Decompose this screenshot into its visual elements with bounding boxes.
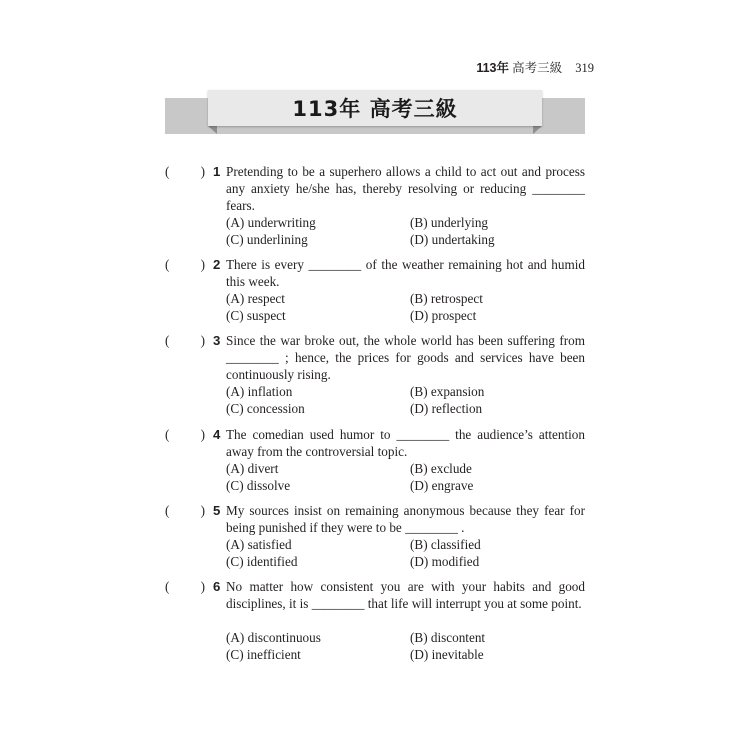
option-c: (C) inefficient [226,647,301,662]
header-year: 113年 [476,61,509,75]
option-c: (C) underlining [226,232,308,247]
option-d: (D) prospect [410,308,477,323]
answer-paren-close: ) [200,257,205,272]
option-b: (B) classified [410,537,481,552]
option-a: (A) discontinuous [226,630,321,645]
option-c: (C) dissolve [226,478,291,493]
question-number: 3 [213,333,221,348]
option-b: (B) underlying [410,215,489,230]
option-c: (C) concession [226,401,305,416]
question-stem: Since the war broke out, the whole world has been suffering from ________ ; hence, the prices for goods and services have been continuously rising. [226,333,585,382]
answer-blank [165,332,205,349]
answer-blank [165,502,205,519]
option-d: (D) modified [410,554,480,569]
option-a: (A) inflation [226,384,293,399]
question-number: 1 [213,164,221,179]
option-c: (C) suspect [226,308,286,323]
option-d: (D) engrave [410,478,474,493]
question-stem: Pretending to be a superhero allows a child to act out and process any anxiety he/she has, thereby resolving or reducing ________ fears. [226,164,585,213]
page-title: 113年 高考三級 [292,97,458,121]
question-number: 5 [213,503,221,518]
answer-paren-open: ( [165,164,170,179]
option-c: (C) identified [226,554,298,569]
option-b: (B) retrospect [410,291,483,306]
question-stem: No matter how consistent you are with your habits and good disciplines, it is ________ that life will interrupt you at some point. [226,579,585,611]
answer-paren-close: ) [200,333,205,348]
answer-paren-open: ( [165,579,170,594]
answer-blank [165,426,205,443]
answer-paren-close: ) [200,164,205,179]
option-d: (D) reflection [410,401,483,416]
answer-paren-open: ( [165,503,170,518]
page-number: 319 [575,61,594,75]
answer-blank [165,256,205,273]
banner-fold-left [208,126,217,134]
option-d: (D) undertaking [410,232,495,247]
question-number: 2 [213,257,221,272]
answer-paren-open: ( [165,257,170,272]
running-head [476,58,594,76]
option-d: (D) inevitable [410,647,484,662]
answer-paren-close: ) [200,503,205,518]
question-stem: My sources insist on remaining anonymous because they fear for being punished if they were to be ________ . [226,503,585,535]
banner [208,90,542,126]
answer-paren-open: ( [165,427,170,442]
option-b: (B) exclude [410,461,472,476]
answer-blank [165,578,205,595]
answer-paren-open: ( [165,333,170,348]
question-number: 4 [213,427,221,442]
header-exam: 高考三級 [512,61,563,75]
option-a: (A) underwriting [226,215,316,230]
option-b: (B) discontent [410,630,486,645]
answer-blank [165,163,205,180]
option-a: (A) respect [226,291,285,306]
answer-paren-close: ) [200,579,205,594]
question-stem: The comedian used humor to ________ the audience’s attention away from the controversial topic. [226,427,585,459]
option-a: (A) satisfied [226,537,292,552]
question-number: 6 [213,579,221,594]
option-a: (A) divert [226,461,279,476]
banner-fold-right [533,126,542,134]
answer-paren-close: ) [200,427,205,442]
option-b: (B) expansion [410,384,485,399]
question-stem: There is every ________ of the weather remaining hot and humid this week. [226,257,585,289]
